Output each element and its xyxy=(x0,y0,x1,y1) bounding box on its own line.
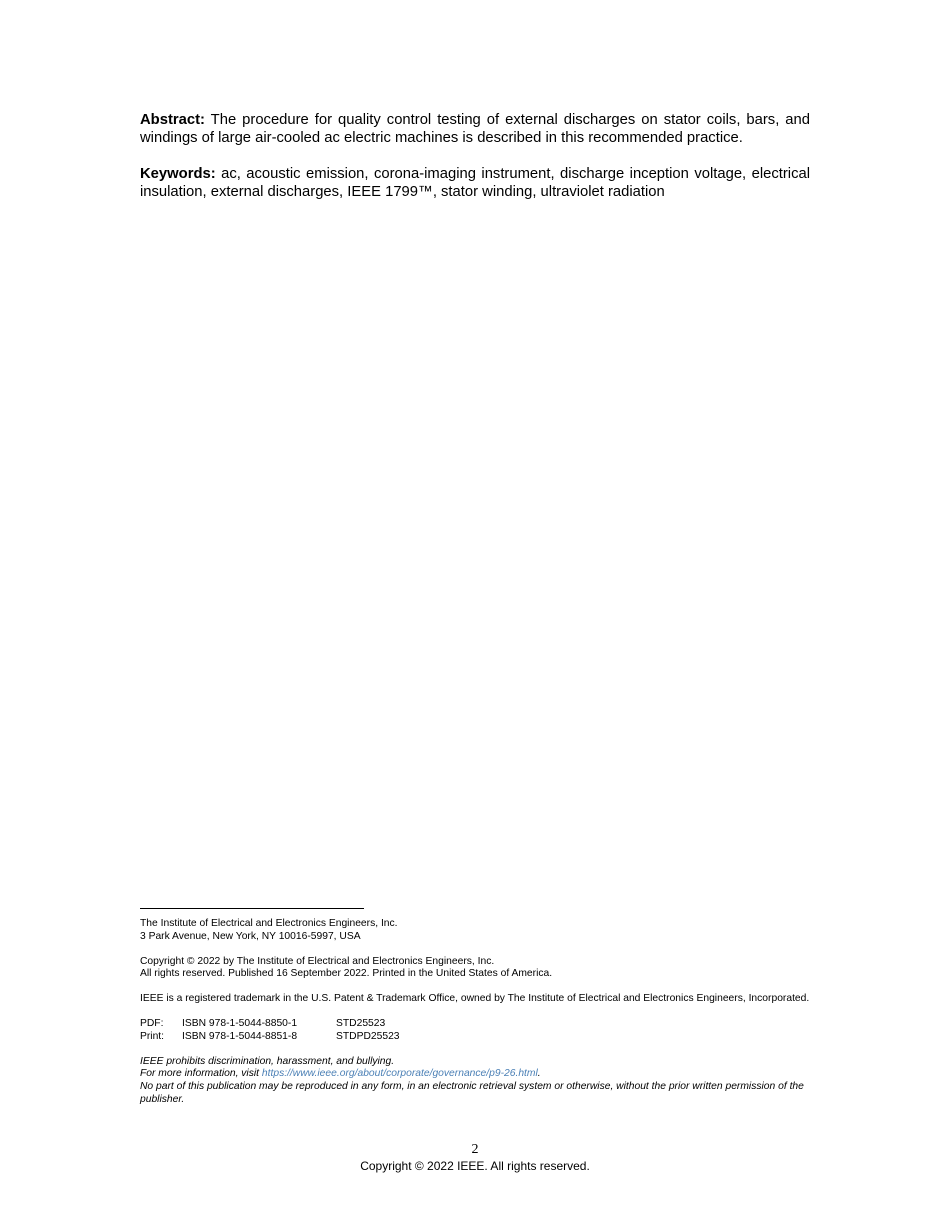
isbn-row-print xyxy=(140,1031,400,1044)
isbn-number: ISBN 978-1-5044-8851-8 xyxy=(182,1030,298,1042)
publisher-name: The Institute of Electrical and Electronics Engineers, Inc. xyxy=(140,918,398,929)
abstract-text: The procedure for quality control testing of external discharges on stator coils, bars, and windings of large air-cooled ac electric machines is described in this recommended practice. xyxy=(140,112,810,146)
copyright-line-2: All rights reserved. Published 16 September 2022. Printed in the United States of America. xyxy=(140,968,553,980)
page-number: 2 xyxy=(471,1142,479,1157)
more-info-prefix: For more information, visit xyxy=(140,1068,262,1080)
abstract-paragraph xyxy=(140,111,810,147)
abstract-section xyxy=(140,111,810,201)
discrimination-notice: IEEE prohibits discrimination, harassment, and bullying. xyxy=(140,1055,395,1067)
keywords-text: ac, acoustic emission, corona-imaging instrument, discharge inception voltage, electrical insulation, external discharges, IEEE 1799™, stator winding, ultraviolet radiation xyxy=(140,166,810,200)
isbn-number: ISBN 978-1-5044-8850-1 xyxy=(182,1018,298,1030)
more-info-line xyxy=(140,1068,812,1081)
isbn-format: PDF: xyxy=(140,1018,164,1030)
isbn-code: STD25523 xyxy=(336,1018,386,1030)
reproduction-notice: No part of this publication may be reproduced in any form, in an electronic retrieval system or otherwise, without the prior written permission of the publisher. xyxy=(140,1080,804,1105)
page-footer-copyright: Copyright © 2022 IEEE. All rights reserved. xyxy=(360,1159,590,1173)
keywords-label: Keywords: xyxy=(140,166,216,182)
publisher-address: 3 Park Avenue, New York, NY 10016-5997, USA xyxy=(140,930,361,942)
more-info-suffix: . xyxy=(537,1068,541,1080)
isbn-code: STDPD25523 xyxy=(336,1030,400,1042)
trademark-notice: IEEE is a registered trademark in the U.S. Patent & Trademark Office, owned by The Institute of Electrical and Electronics Engineers, Incorporated. xyxy=(140,993,810,1005)
keywords-paragraph xyxy=(140,165,810,201)
copyright-line-1: Copyright © 2022 by The Institute of Electrical and Electronics Engineers, Inc. xyxy=(140,955,495,967)
isbn-row-pdf xyxy=(140,1018,400,1031)
isbn-format: Print: xyxy=(140,1030,165,1042)
isbn-table xyxy=(140,1018,400,1043)
footnote-divider xyxy=(140,908,364,909)
publication-info xyxy=(140,918,812,1106)
governance-link[interactable]: https://www.ieee.org/about/corporate/governance/p9-26.html xyxy=(261,1068,538,1080)
abstract-label: Abstract: xyxy=(140,112,205,128)
